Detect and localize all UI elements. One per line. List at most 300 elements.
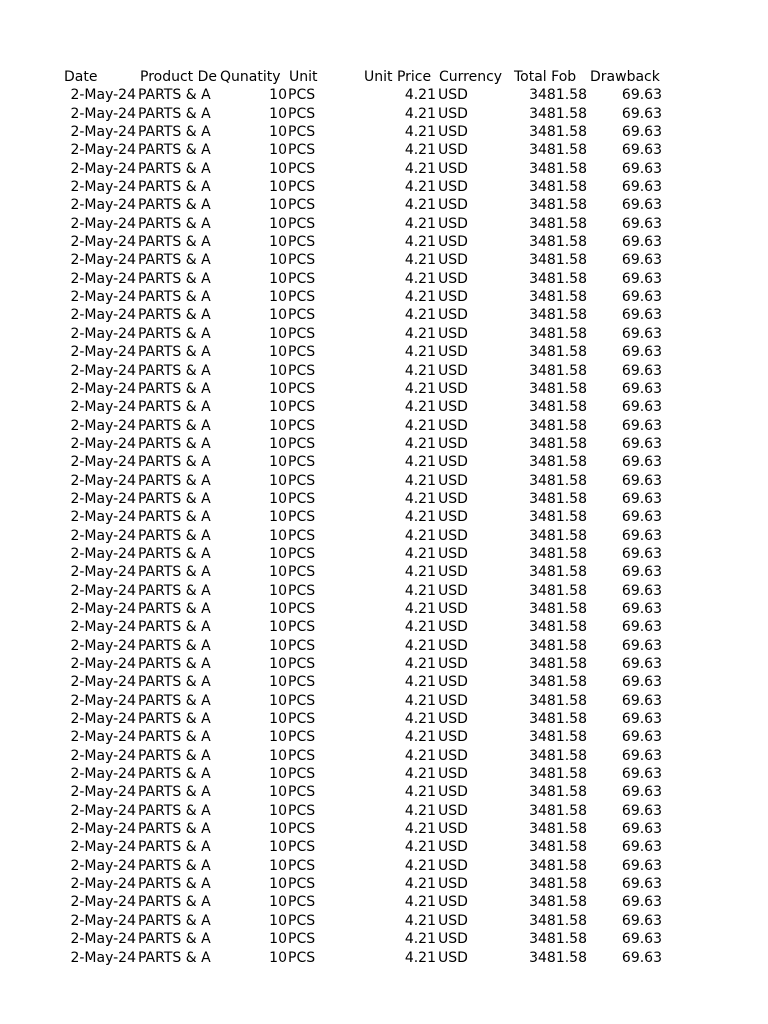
cell-currency: USD <box>438 399 468 416</box>
cell-total-fob: 3481.58 <box>529 417 587 434</box>
cell-unit: PCS <box>288 839 316 856</box>
cell-total-fob: 3481.58 <box>529 197 587 214</box>
cell-drawback: 69.63 <box>621 784 662 801</box>
cell-quantity: 10 <box>269 821 287 838</box>
cell-quantity: 10 <box>269 435 287 452</box>
table-row <box>0 343 768 361</box>
cell-total-fob: 3481.58 <box>529 564 587 581</box>
cell-drawback: 69.63 <box>621 325 662 342</box>
cell-unit-price: 4.21 <box>404 876 436 893</box>
cell-currency: USD <box>438 454 468 471</box>
cell-unit: PCS <box>288 637 316 654</box>
cell-currency: USD <box>438 160 468 177</box>
cell-unit: PCS <box>288 821 316 838</box>
cell-quantity: 10 <box>269 160 287 177</box>
cell-quantity: 10 <box>269 215 287 232</box>
cell-date: 2-May-24 <box>70 197 136 214</box>
cell-product-description: PARTS & A <box>138 692 211 709</box>
cell-quantity: 10 <box>269 142 287 159</box>
cell-quantity: 10 <box>269 949 287 966</box>
cell-date: 2-May-24 <box>70 380 136 397</box>
cell-unit: PCS <box>288 931 316 948</box>
cell-drawback: 69.63 <box>621 619 662 636</box>
cell-date: 2-May-24 <box>70 270 136 287</box>
cell-date: 2-May-24 <box>70 399 136 416</box>
cell-unit-price: 4.21 <box>404 234 436 251</box>
table-row <box>0 472 768 490</box>
cell-total-fob: 3481.58 <box>529 124 587 141</box>
table-row <box>0 362 768 380</box>
cell-date: 2-May-24 <box>70 747 136 764</box>
cell-unit-price: 4.21 <box>404 417 436 434</box>
cell-unit: PCS <box>288 234 316 251</box>
cell-date: 2-May-24 <box>70 234 136 251</box>
cell-unit-price: 4.21 <box>404 600 436 617</box>
cell-total-fob: 3481.58 <box>529 472 587 489</box>
cell-total-fob: 3481.58 <box>529 839 587 856</box>
table-row <box>0 398 768 416</box>
cell-quantity: 10 <box>269 839 287 856</box>
cell-quantity: 10 <box>269 289 287 306</box>
cell-total-fob: 3481.58 <box>529 711 587 728</box>
cell-drawback: 69.63 <box>621 949 662 966</box>
cell-unit: PCS <box>288 564 316 581</box>
cell-unit: PCS <box>288 784 316 801</box>
cell-date: 2-May-24 <box>70 931 136 948</box>
table-row <box>0 783 768 801</box>
cell-quantity: 10 <box>269 619 287 636</box>
cell-drawback: 69.63 <box>621 252 662 269</box>
cell-unit: PCS <box>288 472 316 489</box>
cell-currency: USD <box>438 179 468 196</box>
cell-unit: PCS <box>288 160 316 177</box>
cell-quantity: 10 <box>269 582 287 599</box>
cell-unit: PCS <box>288 454 316 471</box>
table-row <box>0 196 768 214</box>
cell-quantity: 10 <box>269 766 287 783</box>
cell-unit-price: 4.21 <box>404 160 436 177</box>
cell-unit-price: 4.21 <box>404 949 436 966</box>
cell-unit-price: 4.21 <box>404 142 436 159</box>
cell-unit-price: 4.21 <box>404 821 436 838</box>
cell-product-description: PARTS & A <box>138 949 211 966</box>
header-drawback: Drawback <box>590 69 660 85</box>
table-row <box>0 325 768 343</box>
spreadsheet-table <box>0 68 768 967</box>
table-row <box>0 160 768 178</box>
cell-quantity: 10 <box>269 179 287 196</box>
cell-quantity: 10 <box>269 234 287 251</box>
table-row <box>0 655 768 673</box>
table-row <box>0 838 768 856</box>
cell-unit: PCS <box>288 417 316 434</box>
cell-total-fob: 3481.58 <box>529 912 587 929</box>
cell-unit: PCS <box>288 399 316 416</box>
cell-quantity: 10 <box>269 509 287 526</box>
cell-unit-price: 4.21 <box>404 711 436 728</box>
cell-unit-price: 4.21 <box>404 270 436 287</box>
cell-date: 2-May-24 <box>70 692 136 709</box>
table-row <box>0 490 768 508</box>
cell-product-description: PARTS & A <box>138 490 211 507</box>
cell-date: 2-May-24 <box>70 582 136 599</box>
cell-quantity: 10 <box>269 656 287 672</box>
cell-unit-price: 4.21 <box>404 766 436 783</box>
cell-total-fob: 3481.58 <box>529 766 587 783</box>
cell-unit: PCS <box>288 509 316 526</box>
cell-unit: PCS <box>288 307 316 324</box>
cell-drawback: 69.63 <box>621 490 662 507</box>
cell-product-description: PARTS & A <box>138 289 211 306</box>
cell-total-fob: 3481.58 <box>529 729 587 746</box>
table-row <box>0 673 768 691</box>
cell-unit-price: 4.21 <box>404 619 436 636</box>
cell-currency: USD <box>438 600 468 617</box>
cell-quantity: 10 <box>269 105 287 122</box>
cell-unit: PCS <box>288 674 316 691</box>
cell-unit: PCS <box>288 857 316 874</box>
cell-product-description: PARTS & A <box>138 894 211 911</box>
cell-date: 2-May-24 <box>70 435 136 452</box>
cell-unit-price: 4.21 <box>404 454 436 471</box>
cell-product-description: PARTS & A <box>138 234 211 251</box>
cell-quantity: 10 <box>269 894 287 911</box>
cell-total-fob: 3481.58 <box>529 857 587 874</box>
cell-unit: PCS <box>288 197 316 214</box>
cell-unit: PCS <box>288 270 316 287</box>
cell-drawback: 69.63 <box>621 307 662 324</box>
table-row <box>0 270 768 288</box>
cell-quantity: 10 <box>269 564 287 581</box>
cell-currency: USD <box>438 839 468 856</box>
cell-quantity: 10 <box>269 87 287 104</box>
cell-unit-price: 4.21 <box>404 857 436 874</box>
cell-unit-price: 4.21 <box>404 931 436 948</box>
cell-date: 2-May-24 <box>70 894 136 911</box>
table-row <box>0 637 768 655</box>
cell-unit: PCS <box>288 435 316 452</box>
cell-currency: USD <box>438 380 468 397</box>
table-row <box>0 141 768 159</box>
cell-unit-price: 4.21 <box>404 307 436 324</box>
cell-product-description: PARTS & A <box>138 729 211 746</box>
cell-unit-price: 4.21 <box>404 105 436 122</box>
cell-unit: PCS <box>288 87 316 104</box>
cell-total-fob: 3481.58 <box>529 87 587 104</box>
cell-product-description: PARTS & A <box>138 380 211 397</box>
cell-drawback: 69.63 <box>621 472 662 489</box>
cell-unit-price: 4.21 <box>404 362 436 379</box>
table-row <box>0 435 768 453</box>
table-row <box>0 105 768 123</box>
cell-date: 2-May-24 <box>70 142 136 159</box>
cell-quantity: 10 <box>269 417 287 434</box>
cell-product-description: PARTS & A <box>138 142 211 159</box>
cell-quantity: 10 <box>269 307 287 324</box>
cell-product-description: PARTS & A <box>138 912 211 929</box>
cell-product-description: PARTS & A <box>138 417 211 434</box>
cell-date: 2-May-24 <box>70 87 136 104</box>
cell-drawback: 69.63 <box>621 839 662 856</box>
cell-unit: PCS <box>288 545 316 562</box>
cell-date: 2-May-24 <box>70 417 136 434</box>
cell-drawback: 69.63 <box>621 876 662 893</box>
table-row <box>0 857 768 875</box>
cell-unit-price: 4.21 <box>404 729 436 746</box>
cell-total-fob: 3481.58 <box>529 399 587 416</box>
cell-unit-price: 4.21 <box>404 692 436 709</box>
cell-total-fob: 3481.58 <box>529 821 587 838</box>
cell-date: 2-May-24 <box>70 509 136 526</box>
cell-quantity: 10 <box>269 124 287 141</box>
header-date: Date <box>64 69 98 85</box>
cell-unit-price: 4.21 <box>404 380 436 397</box>
cell-unit: PCS <box>288 619 316 636</box>
cell-drawback: 69.63 <box>621 289 662 306</box>
cell-quantity: 10 <box>269 472 287 489</box>
cell-drawback: 69.63 <box>621 417 662 434</box>
cell-total-fob: 3481.58 <box>529 142 587 159</box>
cell-currency: USD <box>438 711 468 728</box>
cell-quantity: 10 <box>269 876 287 893</box>
cell-total-fob: 3481.58 <box>529 252 587 269</box>
cell-currency: USD <box>438 234 468 251</box>
cell-product-description: PARTS & A <box>138 876 211 893</box>
cell-date: 2-May-24 <box>70 821 136 838</box>
cell-date: 2-May-24 <box>70 325 136 342</box>
cell-drawback: 69.63 <box>621 692 662 709</box>
cell-total-fob: 3481.58 <box>529 160 587 177</box>
cell-total-fob: 3481.58 <box>529 802 587 819</box>
cell-total-fob: 3481.58 <box>529 234 587 251</box>
cell-quantity: 10 <box>269 802 287 819</box>
cell-currency: USD <box>438 545 468 562</box>
cell-quantity: 10 <box>269 270 287 287</box>
header-row <box>0 68 768 86</box>
cell-quantity: 10 <box>269 454 287 471</box>
cell-currency: USD <box>438 582 468 599</box>
cell-drawback: 69.63 <box>621 912 662 929</box>
cell-unit-price: 4.21 <box>404 197 436 214</box>
cell-quantity: 10 <box>269 344 287 361</box>
cell-currency: USD <box>438 344 468 361</box>
cell-unit: PCS <box>288 894 316 911</box>
cell-unit: PCS <box>288 179 316 196</box>
table-row <box>0 233 768 251</box>
cell-unit-price: 4.21 <box>404 894 436 911</box>
cell-date: 2-May-24 <box>70 307 136 324</box>
cell-unit-price: 4.21 <box>404 435 436 452</box>
table-row <box>0 527 768 545</box>
cell-unit: PCS <box>288 289 316 306</box>
cell-unit: PCS <box>288 344 316 361</box>
cell-total-fob: 3481.58 <box>529 656 587 672</box>
cell-drawback: 69.63 <box>621 802 662 819</box>
cell-product-description: PARTS & A <box>138 545 211 562</box>
cell-drawback: 69.63 <box>621 656 662 672</box>
cell-quantity: 10 <box>269 747 287 764</box>
cell-date: 2-May-24 <box>70 289 136 306</box>
cell-unit: PCS <box>288 527 316 544</box>
table-row <box>0 508 768 526</box>
cell-unit-price: 4.21 <box>404 87 436 104</box>
cell-drawback: 69.63 <box>621 600 662 617</box>
cell-date: 2-May-24 <box>70 490 136 507</box>
cell-currency: USD <box>438 784 468 801</box>
cell-product-description: PARTS & A <box>138 399 211 416</box>
cell-total-fob: 3481.58 <box>529 490 587 507</box>
cell-drawback: 69.63 <box>621 344 662 361</box>
cell-date: 2-May-24 <box>70 857 136 874</box>
table-row <box>0 251 768 269</box>
cell-product-description: PARTS & A <box>138 857 211 874</box>
cell-product-description: PARTS & A <box>138 105 211 122</box>
cell-unit: PCS <box>288 747 316 764</box>
cell-unit-price: 4.21 <box>404 344 436 361</box>
cell-total-fob: 3481.58 <box>529 435 587 452</box>
cell-unit: PCS <box>288 729 316 746</box>
cell-product-description: PARTS & A <box>138 839 211 856</box>
cell-currency: USD <box>438 124 468 141</box>
cell-total-fob: 3481.58 <box>529 325 587 342</box>
cell-product-description: PARTS & A <box>138 766 211 783</box>
cell-unit: PCS <box>288 766 316 783</box>
cell-unit: PCS <box>288 380 316 397</box>
cell-product-description: PARTS & A <box>138 215 211 232</box>
cell-currency: USD <box>438 142 468 159</box>
cell-total-fob: 3481.58 <box>529 894 587 911</box>
header-quantity: Qunatity <box>220 69 281 85</box>
cell-date: 2-May-24 <box>70 839 136 856</box>
cell-product-description: PARTS & A <box>138 802 211 819</box>
cell-date: 2-May-24 <box>70 160 136 177</box>
cell-product-description: PARTS & A <box>138 472 211 489</box>
cell-currency: USD <box>438 417 468 434</box>
cell-drawback: 69.63 <box>621 454 662 471</box>
cell-date: 2-May-24 <box>70 454 136 471</box>
cell-quantity: 10 <box>269 729 287 746</box>
cell-quantity: 10 <box>269 399 287 416</box>
cell-product-description: PARTS & A <box>138 362 211 379</box>
cell-unit-price: 4.21 <box>404 582 436 599</box>
cell-currency: USD <box>438 821 468 838</box>
cell-drawback: 69.63 <box>621 747 662 764</box>
cell-currency: USD <box>438 87 468 104</box>
cell-date: 2-May-24 <box>70 215 136 232</box>
cell-date: 2-May-24 <box>70 344 136 361</box>
cell-currency: USD <box>438 472 468 489</box>
cell-product-description: PARTS & A <box>138 747 211 764</box>
cell-drawback: 69.63 <box>621 124 662 141</box>
cell-date: 2-May-24 <box>70 912 136 929</box>
cell-drawback: 69.63 <box>621 766 662 783</box>
cell-drawback: 69.63 <box>621 894 662 911</box>
cell-product-description: PARTS & A <box>138 600 211 617</box>
cell-product-description: PARTS & A <box>138 619 211 636</box>
cell-product-description: PARTS & A <box>138 270 211 287</box>
cell-unit-price: 4.21 <box>404 509 436 526</box>
cell-product-description: PARTS & A <box>138 124 211 141</box>
cell-unit: PCS <box>288 142 316 159</box>
cell-date: 2-May-24 <box>70 619 136 636</box>
header-product-description: Product De <box>140 69 217 85</box>
cell-product-description: PARTS & A <box>138 527 211 544</box>
cell-date: 2-May-24 <box>70 784 136 801</box>
cell-currency: USD <box>438 197 468 214</box>
cell-total-fob: 3481.58 <box>529 545 587 562</box>
cell-currency: USD <box>438 637 468 654</box>
cell-total-fob: 3481.58 <box>529 619 587 636</box>
cell-date: 2-May-24 <box>70 252 136 269</box>
cell-total-fob: 3481.58 <box>529 747 587 764</box>
cell-product-description: PARTS & A <box>138 656 211 672</box>
cell-currency: USD <box>438 674 468 691</box>
cell-unit: PCS <box>288 252 316 269</box>
cell-drawback: 69.63 <box>621 270 662 287</box>
cell-total-fob: 3481.58 <box>529 215 587 232</box>
cell-total-fob: 3481.58 <box>529 380 587 397</box>
cell-total-fob: 3481.58 <box>529 509 587 526</box>
cell-unit: PCS <box>288 600 316 617</box>
table-row <box>0 912 768 930</box>
cell-unit-price: 4.21 <box>404 490 436 507</box>
cell-quantity: 10 <box>269 857 287 874</box>
cell-unit: PCS <box>288 711 316 728</box>
cell-currency: USD <box>438 435 468 452</box>
cell-unit: PCS <box>288 124 316 141</box>
cell-unit: PCS <box>288 656 316 672</box>
cell-currency: USD <box>438 105 468 122</box>
cell-unit-price: 4.21 <box>404 527 436 544</box>
cell-product-description: PARTS & A <box>138 197 211 214</box>
cell-drawback: 69.63 <box>621 234 662 251</box>
cell-product-description: PARTS & A <box>138 344 211 361</box>
cell-total-fob: 3481.58 <box>529 949 587 966</box>
cell-date: 2-May-24 <box>70 729 136 746</box>
cell-unit-price: 4.21 <box>404 564 436 581</box>
cell-unit: PCS <box>288 692 316 709</box>
cell-currency: USD <box>438 362 468 379</box>
cell-unit-price: 4.21 <box>404 784 436 801</box>
cell-product-description: PARTS & A <box>138 711 211 728</box>
cell-drawback: 69.63 <box>621 105 662 122</box>
cell-unit: PCS <box>288 912 316 929</box>
cell-date: 2-May-24 <box>70 876 136 893</box>
cell-total-fob: 3481.58 <box>529 362 587 379</box>
table-row <box>0 728 768 746</box>
cell-drawback: 69.63 <box>621 197 662 214</box>
cell-currency: USD <box>438 729 468 746</box>
cell-product-description: PARTS & A <box>138 637 211 654</box>
cell-drawback: 69.63 <box>621 142 662 159</box>
table-row <box>0 710 768 728</box>
cell-product-description: PARTS & A <box>138 784 211 801</box>
table-row <box>0 618 768 636</box>
cell-currency: USD <box>438 270 468 287</box>
cell-product-description: PARTS & A <box>138 435 211 452</box>
table-row <box>0 747 768 765</box>
cell-date: 2-May-24 <box>70 600 136 617</box>
cell-unit: PCS <box>288 362 316 379</box>
cell-currency: USD <box>438 215 468 232</box>
cell-currency: USD <box>438 766 468 783</box>
cell-unit-price: 4.21 <box>404 839 436 856</box>
cell-drawback: 69.63 <box>621 87 662 104</box>
cell-currency: USD <box>438 527 468 544</box>
table-row <box>0 178 768 196</box>
cell-date: 2-May-24 <box>70 802 136 819</box>
cell-total-fob: 3481.58 <box>529 784 587 801</box>
